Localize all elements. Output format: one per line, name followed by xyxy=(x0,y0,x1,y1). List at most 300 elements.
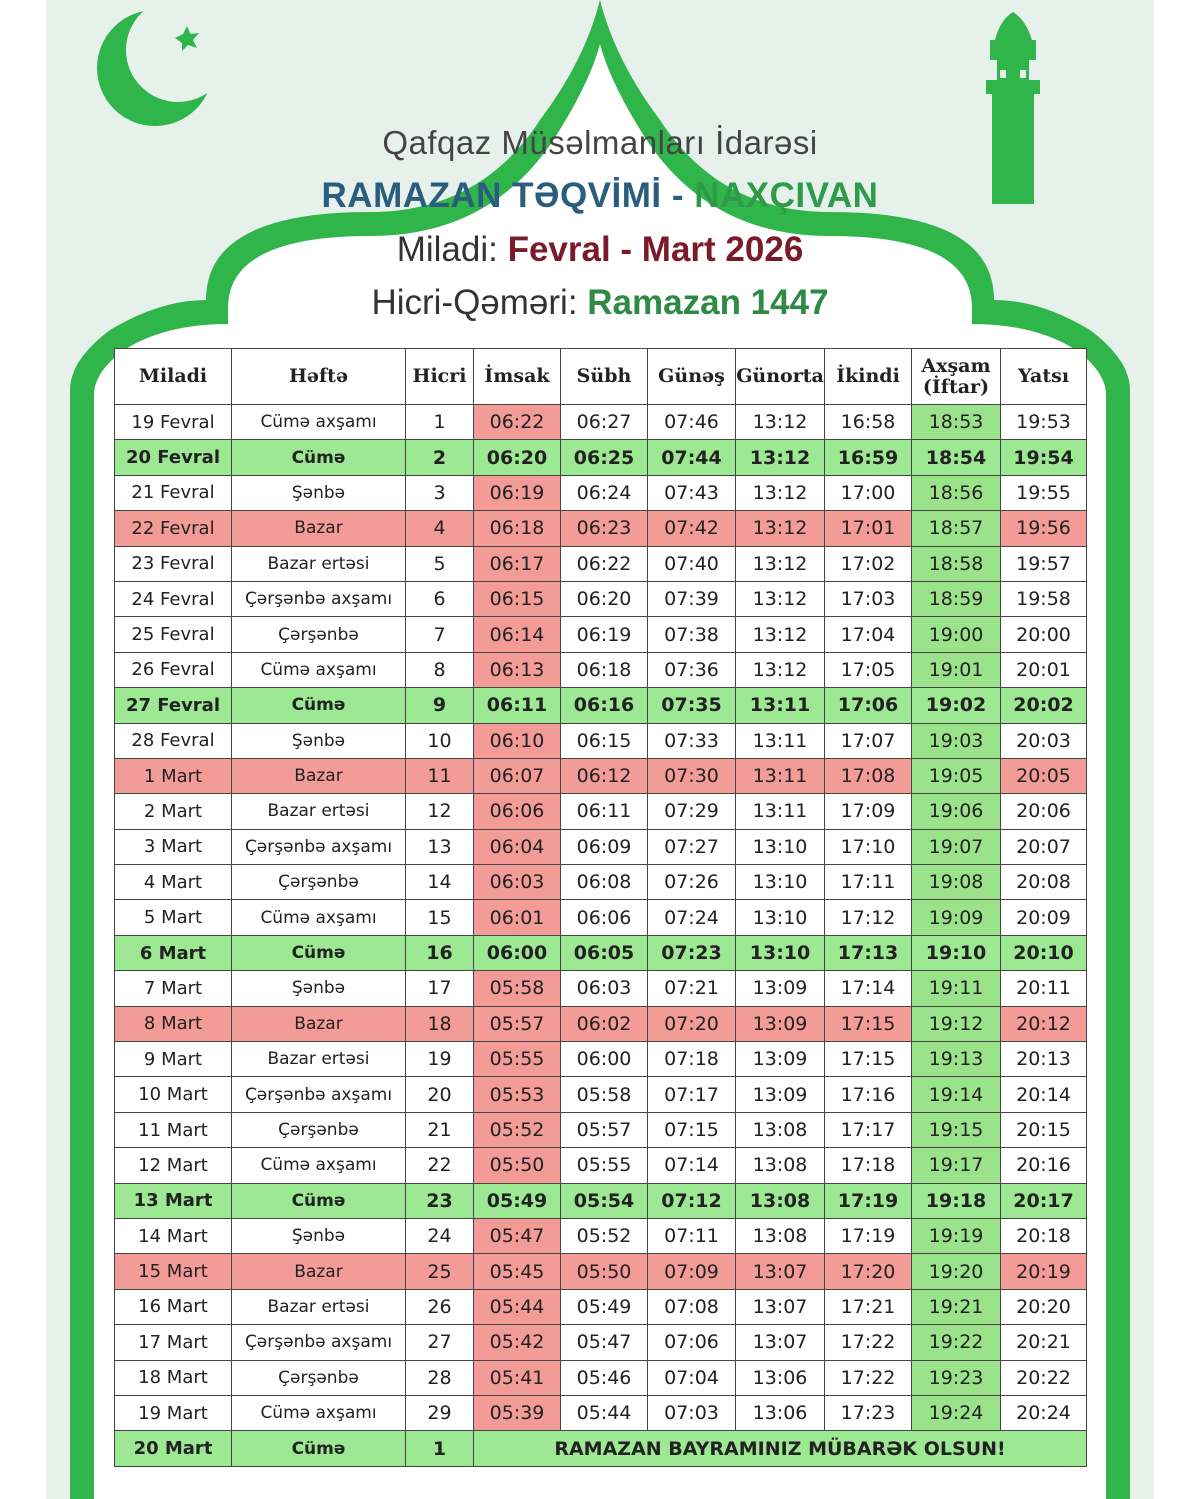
cell-ikindi: 17:22 xyxy=(825,1360,912,1395)
cell-hicri: 22 xyxy=(406,1148,474,1183)
cell-hefte: Bazar xyxy=(232,1006,406,1041)
cell-imsak: 05:44 xyxy=(474,1289,561,1324)
cell-ikindi: 17:07 xyxy=(825,723,912,758)
cell-yatsi: 20:19 xyxy=(1001,1254,1087,1289)
cell-axsam: 19:08 xyxy=(912,865,1001,900)
cell-imsak: 06:10 xyxy=(474,723,561,758)
cell-imsak: 06:11 xyxy=(474,688,561,723)
cell-gunes: 07:08 xyxy=(648,1289,736,1324)
table-row xyxy=(115,829,1087,864)
cell-gunes: 07:17 xyxy=(648,1077,736,1112)
table-row xyxy=(115,405,1087,440)
cell-hicri: 25 xyxy=(406,1254,474,1289)
cell-subh: 06:02 xyxy=(561,1006,648,1041)
table-row xyxy=(115,794,1087,829)
cell-gunorta: 13:12 xyxy=(736,405,825,440)
cell-hefte: Bazar ertəsi xyxy=(232,546,406,581)
cell-gunorta: 13:12 xyxy=(736,546,825,581)
col-subh: Sübh xyxy=(561,349,648,405)
cell-imsak: 05:42 xyxy=(474,1325,561,1360)
table-row xyxy=(115,900,1087,935)
cell-gunorta: 13:10 xyxy=(736,829,825,864)
table-row xyxy=(115,652,1087,687)
cell-hefte: Cümə xyxy=(232,688,406,723)
cell-axsam: 19:01 xyxy=(912,652,1001,687)
cell-subh: 06:06 xyxy=(561,900,648,935)
cell-hicri: 3 xyxy=(406,475,474,510)
cell-axsam: 19:17 xyxy=(912,1148,1001,1183)
cell-gunes: 07:27 xyxy=(648,829,736,864)
cell-miladi: 27 Fevral xyxy=(115,688,232,723)
cell-subh: 05:47 xyxy=(561,1325,648,1360)
cell-hefte: Cümə xyxy=(232,1431,406,1466)
cell-yatsi: 19:53 xyxy=(1001,405,1087,440)
cell-miladi: 10 Mart xyxy=(115,1077,232,1112)
cell-hicri: 5 xyxy=(406,546,474,581)
cell-hicri: 28 xyxy=(406,1360,474,1395)
cell-ikindi: 17:00 xyxy=(825,475,912,510)
cell-imsak: 05:52 xyxy=(474,1112,561,1147)
cell-hefte: Bazar ertəsi xyxy=(232,1289,406,1324)
cell-yatsi: 19:56 xyxy=(1001,511,1087,546)
cell-gunes: 07:36 xyxy=(648,652,736,687)
cell-subh: 05:49 xyxy=(561,1289,648,1324)
cell-ikindi: 17:21 xyxy=(825,1289,912,1324)
cell-yatsi: 20:18 xyxy=(1001,1218,1087,1253)
cell-hefte: Cümə xyxy=(232,1183,406,1218)
cell-hefte: Çərşənbə axşamı xyxy=(232,829,406,864)
table-row xyxy=(115,546,1087,581)
table-row xyxy=(115,1254,1087,1289)
cell-hefte: Bazar ertəsi xyxy=(232,1042,406,1077)
col-axsam: Axşam (İftar) xyxy=(912,349,1001,405)
cell-hicri: 19 xyxy=(406,1042,474,1077)
cell-imsak: 06:01 xyxy=(474,900,561,935)
cell-hefte: Çərşənbə axşamı xyxy=(232,581,406,616)
cell-gunorta: 13:10 xyxy=(736,935,825,970)
cell-yatsi: 20:07 xyxy=(1001,829,1087,864)
table-row xyxy=(115,1042,1087,1077)
cell-axsam: 18:56 xyxy=(912,475,1001,510)
cell-imsak: 05:41 xyxy=(474,1360,561,1395)
cell-gunorta: 13:06 xyxy=(736,1395,825,1430)
cell-ikindi: 17:18 xyxy=(825,1148,912,1183)
cell-gunes: 07:43 xyxy=(648,475,736,510)
cell-ikindi: 17:19 xyxy=(825,1218,912,1253)
cell-miladi: 6 Mart xyxy=(115,935,232,970)
cell-miladi: 14 Mart xyxy=(115,1218,232,1253)
cell-gunorta: 13:07 xyxy=(736,1325,825,1360)
table-row xyxy=(115,1218,1087,1253)
cell-hefte: Çərşənbə xyxy=(232,1360,406,1395)
table-row xyxy=(115,1360,1087,1395)
cell-gunorta: 13:09 xyxy=(736,1006,825,1041)
cell-gunes: 07:46 xyxy=(648,405,736,440)
cell-yatsi: 20:15 xyxy=(1001,1112,1087,1147)
hicri-label: Hicri-Qəməri: xyxy=(371,283,578,322)
cell-yatsi: 20:14 xyxy=(1001,1077,1087,1112)
cell-gunes: 07:29 xyxy=(648,794,736,829)
cell-subh: 06:24 xyxy=(561,475,648,510)
cell-imsak: 06:04 xyxy=(474,829,561,864)
table-row xyxy=(115,723,1087,758)
cell-gunorta: 13:08 xyxy=(736,1183,825,1218)
cell-hicri: 6 xyxy=(406,581,474,616)
table-row xyxy=(115,440,1087,475)
cell-gunorta: 13:11 xyxy=(736,794,825,829)
cell-axsam: 18:58 xyxy=(912,546,1001,581)
col-imsak: İmsak xyxy=(474,349,561,405)
cell-gunorta: 13:07 xyxy=(736,1254,825,1289)
cell-gunes: 07:06 xyxy=(648,1325,736,1360)
cell-subh: 06:05 xyxy=(561,935,648,970)
cell-imsak: 05:50 xyxy=(474,1148,561,1183)
cell-subh: 05:46 xyxy=(561,1360,648,1395)
cell-imsak: 06:15 xyxy=(474,581,561,616)
cell-ikindi: 17:15 xyxy=(825,1006,912,1041)
table-row-last xyxy=(115,1431,1087,1466)
cell-hicri: 11 xyxy=(406,758,474,793)
cell-imsak: 06:06 xyxy=(474,794,561,829)
cell-hefte: Çərşənbə axşamı xyxy=(232,1077,406,1112)
cell-miladi: 21 Fevral xyxy=(115,475,232,510)
cell-hefte: Bazar xyxy=(232,758,406,793)
cell-subh: 05:52 xyxy=(561,1218,648,1253)
cell-subh: 06:23 xyxy=(561,511,648,546)
cell-yatsi: 20:24 xyxy=(1001,1395,1087,1430)
cell-miladi: 24 Fevral xyxy=(115,581,232,616)
miladi-line xyxy=(0,230,1200,270)
cell-subh: 06:19 xyxy=(561,617,648,652)
cell-axsam: 18:57 xyxy=(912,511,1001,546)
cell-imsak: 06:20 xyxy=(474,440,561,475)
table-row xyxy=(115,1148,1087,1183)
table-row xyxy=(115,1325,1087,1360)
cell-axsam: 19:12 xyxy=(912,1006,1001,1041)
cell-subh: 05:55 xyxy=(561,1148,648,1183)
cell-yatsi: 20:02 xyxy=(1001,688,1087,723)
cell-miladi: 5 Mart xyxy=(115,900,232,935)
cell-hicri: 13 xyxy=(406,829,474,864)
cell-imsak: 05:49 xyxy=(474,1183,561,1218)
cell-miladi: 23 Fevral xyxy=(115,546,232,581)
eid-greeting: RAMAZAN BAYRAMINIZ MÜBARƏK OLSUN! xyxy=(474,1431,1087,1466)
cell-hicri: 15 xyxy=(406,900,474,935)
cell-gunes: 07:11 xyxy=(648,1218,736,1253)
cell-gunes: 07:21 xyxy=(648,971,736,1006)
cell-axsam: 19:00 xyxy=(912,617,1001,652)
table-row xyxy=(115,935,1087,970)
cell-axsam: 19:19 xyxy=(912,1218,1001,1253)
cell-hicri: 9 xyxy=(406,688,474,723)
table-row xyxy=(115,1112,1087,1147)
cell-hicri: 18 xyxy=(406,1006,474,1041)
cell-miladi: 20 Mart xyxy=(115,1431,232,1466)
hicri-line xyxy=(0,283,1200,323)
cell-hicri: 8 xyxy=(406,652,474,687)
cell-gunes: 07:38 xyxy=(648,617,736,652)
cell-hefte: Cümə axşamı xyxy=(232,405,406,440)
cell-hicri: 26 xyxy=(406,1289,474,1324)
cell-miladi: 15 Mart xyxy=(115,1254,232,1289)
cell-yatsi: 20:03 xyxy=(1001,723,1087,758)
cell-gunes: 07:12 xyxy=(648,1183,736,1218)
cell-axsam: 19:09 xyxy=(912,900,1001,935)
table-row xyxy=(115,511,1087,546)
cell-miladi: 19 Mart xyxy=(115,1395,232,1430)
cell-axsam: 19:14 xyxy=(912,1077,1001,1112)
cell-imsak: 05:57 xyxy=(474,1006,561,1041)
cell-gunorta: 13:11 xyxy=(736,688,825,723)
cell-yatsi: 20:11 xyxy=(1001,971,1087,1006)
cell-ikindi: 17:01 xyxy=(825,511,912,546)
cell-subh: 06:15 xyxy=(561,723,648,758)
cell-ikindi: 17:09 xyxy=(825,794,912,829)
cell-gunes: 07:30 xyxy=(648,758,736,793)
cell-axsam: 19:03 xyxy=(912,723,1001,758)
cell-axsam: 18:59 xyxy=(912,581,1001,616)
cell-yatsi: 20:09 xyxy=(1001,900,1087,935)
cell-miladi: 19 Fevral xyxy=(115,405,232,440)
table-row xyxy=(115,865,1087,900)
cell-imsak: 05:39 xyxy=(474,1395,561,1430)
cell-ikindi: 17:02 xyxy=(825,546,912,581)
cell-hefte: Çərşənbə xyxy=(232,617,406,652)
cell-axsam: 19:18 xyxy=(912,1183,1001,1218)
cell-hefte: Şənbə xyxy=(232,723,406,758)
cell-yatsi: 20:05 xyxy=(1001,758,1087,793)
ramadan-calendar-table xyxy=(114,348,1087,1467)
cell-subh: 05:58 xyxy=(561,1077,648,1112)
table-row xyxy=(115,688,1087,723)
cell-yatsi: 20:12 xyxy=(1001,1006,1087,1041)
cell-gunes: 07:18 xyxy=(648,1042,736,1077)
cell-hefte: Çərşənbə xyxy=(232,1112,406,1147)
cell-axsam: 19:06 xyxy=(912,794,1001,829)
cell-ikindi: 17:04 xyxy=(825,617,912,652)
cell-hicri: 12 xyxy=(406,794,474,829)
cell-gunes: 07:33 xyxy=(648,723,736,758)
cell-hefte: Cümə xyxy=(232,440,406,475)
cell-subh: 05:44 xyxy=(561,1395,648,1430)
cell-gunorta: 13:11 xyxy=(736,723,825,758)
cell-miladi: 8 Mart xyxy=(115,1006,232,1041)
cell-axsam: 19:07 xyxy=(912,829,1001,864)
col-hicri: Hicri xyxy=(406,349,474,405)
table-row xyxy=(115,1006,1087,1041)
cell-axsam: 19:22 xyxy=(912,1325,1001,1360)
cell-gunes: 07:42 xyxy=(648,511,736,546)
cell-subh: 06:27 xyxy=(561,405,648,440)
cell-yatsi: 19:55 xyxy=(1001,475,1087,510)
col-yatsi: Yatsı xyxy=(1001,349,1087,405)
cell-ikindi: 17:15 xyxy=(825,1042,912,1077)
cell-subh: 06:18 xyxy=(561,652,648,687)
cell-subh: 06:12 xyxy=(561,758,648,793)
table-row xyxy=(115,1289,1087,1324)
cell-subh: 06:03 xyxy=(561,971,648,1006)
cell-gunorta: 13:09 xyxy=(736,1042,825,1077)
cell-miladi: 18 Mart xyxy=(115,1360,232,1395)
cell-hicri: 1 xyxy=(406,1431,474,1466)
cell-yatsi: 19:58 xyxy=(1001,581,1087,616)
cell-subh: 06:22 xyxy=(561,546,648,581)
col-miladi: Miladi xyxy=(115,349,232,405)
cell-gunes: 07:20 xyxy=(648,1006,736,1041)
cell-hefte: Şənbə xyxy=(232,971,406,1006)
cell-hicri: 10 xyxy=(406,723,474,758)
cell-gunorta: 13:10 xyxy=(736,900,825,935)
cell-imsak: 06:14 xyxy=(474,617,561,652)
cell-gunes: 07:03 xyxy=(648,1395,736,1430)
cell-axsam: 18:53 xyxy=(912,405,1001,440)
cell-subh: 06:00 xyxy=(561,1042,648,1077)
cell-yatsi: 20:00 xyxy=(1001,617,1087,652)
cell-axsam: 19:10 xyxy=(912,935,1001,970)
cell-yatsi: 20:16 xyxy=(1001,1148,1087,1183)
col-gunorta: Günorta xyxy=(736,349,825,405)
cell-hefte: Bazar xyxy=(232,1254,406,1289)
cell-ikindi: 17:16 xyxy=(825,1077,912,1112)
cell-miladi: 4 Mart xyxy=(115,865,232,900)
cell-axsam: 19:21 xyxy=(912,1289,1001,1324)
cell-axsam: 19:23 xyxy=(912,1360,1001,1395)
cell-miladi: 3 Mart xyxy=(115,829,232,864)
cell-miladi: 12 Mart xyxy=(115,1148,232,1183)
cell-ikindi: 17:22 xyxy=(825,1325,912,1360)
cell-subh: 05:57 xyxy=(561,1112,648,1147)
cell-gunes: 07:44 xyxy=(648,440,736,475)
cell-hicri: 2 xyxy=(406,440,474,475)
cell-hicri: 23 xyxy=(406,1183,474,1218)
cell-yatsi: 20:22 xyxy=(1001,1360,1087,1395)
cell-imsak: 06:18 xyxy=(474,511,561,546)
cell-subh: 05:50 xyxy=(561,1254,648,1289)
cell-yatsi: 19:57 xyxy=(1001,546,1087,581)
cell-hefte: Çərşənbə axşamı xyxy=(232,1325,406,1360)
cell-gunes: 07:39 xyxy=(648,581,736,616)
cell-hefte: Şənbə xyxy=(232,1218,406,1253)
cell-imsak: 05:47 xyxy=(474,1218,561,1253)
col-hefte: Həftə xyxy=(232,349,406,405)
cell-subh: 06:25 xyxy=(561,440,648,475)
cell-yatsi: 20:21 xyxy=(1001,1325,1087,1360)
cell-ikindi: 17:06 xyxy=(825,688,912,723)
cell-gunes: 07:35 xyxy=(648,688,736,723)
cell-hefte: Cümə xyxy=(232,935,406,970)
cell-hicri: 20 xyxy=(406,1077,474,1112)
cell-gunorta: 13:10 xyxy=(736,865,825,900)
cell-ikindi: 17:11 xyxy=(825,865,912,900)
cell-ikindi: 16:58 xyxy=(825,405,912,440)
cell-miladi: 9 Mart xyxy=(115,1042,232,1077)
cell-subh: 05:54 xyxy=(561,1183,648,1218)
cell-yatsi: 20:01 xyxy=(1001,652,1087,687)
cell-gunorta: 13:12 xyxy=(736,581,825,616)
cell-ikindi: 17:12 xyxy=(825,900,912,935)
cell-ikindi: 17:03 xyxy=(825,581,912,616)
cell-hicri: 21 xyxy=(406,1112,474,1147)
cell-hefte: Cümə axşamı xyxy=(232,1148,406,1183)
cell-yatsi: 20:13 xyxy=(1001,1042,1087,1077)
cell-ikindi: 17:17 xyxy=(825,1112,912,1147)
cell-gunorta: 13:11 xyxy=(736,758,825,793)
cell-miladi: 17 Mart xyxy=(115,1325,232,1360)
cell-axsam: 19:15 xyxy=(912,1112,1001,1147)
cell-hefte: Cümə axşamı xyxy=(232,900,406,935)
cell-gunes: 07:26 xyxy=(648,865,736,900)
cell-hefte: Şənbə xyxy=(232,475,406,510)
table-header-row xyxy=(115,349,1087,405)
cell-gunorta: 13:09 xyxy=(736,971,825,1006)
cell-yatsi: 20:20 xyxy=(1001,1289,1087,1324)
cell-miladi: 2 Mart xyxy=(115,794,232,829)
cell-axsam: 19:05 xyxy=(912,758,1001,793)
miladi-label: Miladi: xyxy=(396,230,498,269)
cell-yatsi: 20:06 xyxy=(1001,794,1087,829)
cell-hefte: Çərşənbə xyxy=(232,865,406,900)
col-ikindi: İkindi xyxy=(825,349,912,405)
cell-axsam: 19:20 xyxy=(912,1254,1001,1289)
table-row xyxy=(115,581,1087,616)
cell-gunorta: 13:07 xyxy=(736,1289,825,1324)
cell-hefte: Cümə axşamı xyxy=(232,1395,406,1430)
cell-miladi: 22 Fevral xyxy=(115,511,232,546)
cell-hicri: 17 xyxy=(406,971,474,1006)
cell-subh: 06:09 xyxy=(561,829,648,864)
cell-axsam: 19:24 xyxy=(912,1395,1001,1430)
cell-gunes: 07:24 xyxy=(648,900,736,935)
cell-gunes: 07:04 xyxy=(648,1360,736,1395)
cell-imsak: 06:03 xyxy=(474,865,561,900)
cell-gunorta: 13:08 xyxy=(736,1112,825,1147)
cell-yatsi: 20:10 xyxy=(1001,935,1087,970)
cell-hicri: 16 xyxy=(406,935,474,970)
cell-miladi: 25 Fevral xyxy=(115,617,232,652)
cell-gunorta: 13:12 xyxy=(736,652,825,687)
cell-axsam: 19:13 xyxy=(912,1042,1001,1077)
cell-imsak: 06:22 xyxy=(474,405,561,440)
cell-ikindi: 17:08 xyxy=(825,758,912,793)
table-row xyxy=(115,617,1087,652)
cell-hicri: 24 xyxy=(406,1218,474,1253)
miladi-value: Fevral - Mart 2026 xyxy=(507,230,804,269)
cell-yatsi: 20:08 xyxy=(1001,865,1087,900)
cell-yatsi: 20:17 xyxy=(1001,1183,1087,1218)
cell-imsak: 06:13 xyxy=(474,652,561,687)
cell-yatsi: 19:54 xyxy=(1001,440,1087,475)
cell-hicri: 29 xyxy=(406,1395,474,1430)
cell-hicri: 27 xyxy=(406,1325,474,1360)
page-title xyxy=(0,176,1200,216)
cell-imsak: 06:17 xyxy=(474,546,561,581)
table-row xyxy=(115,1395,1087,1430)
cell-gunorta: 13:12 xyxy=(736,511,825,546)
cell-hicri: 1 xyxy=(406,405,474,440)
cell-ikindi: 17:10 xyxy=(825,829,912,864)
cell-hicri: 7 xyxy=(406,617,474,652)
cell-miladi: 16 Mart xyxy=(115,1289,232,1324)
title-right: NAXÇIVAN xyxy=(694,176,879,215)
hicri-value: Ramazan 1447 xyxy=(587,283,829,322)
organization-name: Qafqaz Müsəlmanları İdarəsi xyxy=(382,124,818,161)
cell-ikindi: 16:59 xyxy=(825,440,912,475)
cell-gunorta: 13:12 xyxy=(736,617,825,652)
cell-gunorta: 13:08 xyxy=(736,1218,825,1253)
cell-miladi: 26 Fevral xyxy=(115,652,232,687)
cell-subh: 06:08 xyxy=(561,865,648,900)
cell-miladi: 7 Mart xyxy=(115,971,232,1006)
